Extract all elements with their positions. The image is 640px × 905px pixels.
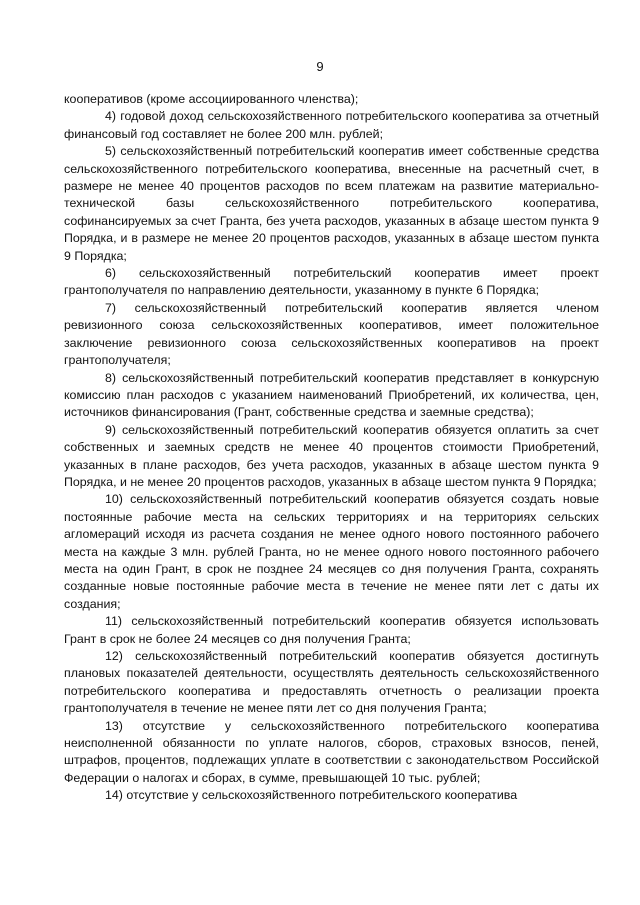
paragraph-item-7: 7) сельскохозяйственный потребительский кооператив является членом ревизионного союза сельскохозяйственных кооперативов, имеет положительное заключение ревизионного союза сельскохозяйственных кооперативов на проект грантополучателя;	[64, 300, 599, 368]
paragraph-item-9: 9) сельскохозяйственный потребительский кооператив обязуется оплатить за счет собственных и заемных средств не менее 40 процентов стоимости Приобретений, указанных в плане расходов, без учета расходов, указанных в абзаце шестом пункта 9 Порядка, и не менее 20 процентов расходов, указанных в абзаце шестом пункта 9 Порядка;	[64, 422, 599, 489]
paragraph-item-5: 5) сельскохозяйственный потребительский кооператив имеет собственные средства сельскохозяйственного потребительского кооператива, внесенные на расчетный счет, в размере не менее 40 процентов расходов по всем платежам на развитие материально-технической базы сельскохозяйственного потребительского кооператива, софинансируемых за счет Гранта, без учета расходов, указанных в абзаце шестом пункта 9 Порядка, и в размере не менее 20 процентов расходов, указанных в абзаце шестом пункта 9 Порядка;	[64, 144, 599, 263]
paragraph-item-8: 8) сельскохозяйственный потребительский кооператив представляет в конкурсную комиссию план расходов с указанием наименований Приобретений, их количества, цен, источников финансирования (Грант, собственные средства и заемные средства);	[64, 370, 599, 420]
paragraph-item-6: 6) сельскохозяйственный потребительский кооператив имеет проект грантополучателя по направлению деятельности, указанному в пункте 6 Порядка;	[64, 266, 599, 298]
document-body	[64, 91, 599, 805]
paragraph-item-14: 14) отсутствие у сельскохозяйственного потребительского кооператива	[105, 788, 518, 803]
paragraph-item-13: 13) отсутствие у сельскохозяйственного потребительского кооператива неисполненной обязанности по уплате налогов, сборов, страховых взносов, пеней, штрафов, процентов, подлежащих уплате в соответствии с законодательством Российской Федерации о налогах и сборах, в сумме, превышающей 10 тыс. рублей;	[64, 718, 599, 785]
page-number: 9	[316, 59, 324, 74]
paragraph-item-12: 12) сельскохозяйственный потребительский кооператив обязуется достигнуть плановых показателей деятельности, осуществлять деятельность сельскохозяйственного потребительского кооператива и предоставлять отчетность о реализации проекта грантополучателя в течение не менее пяти лет со дня получения Гранта;	[64, 649, 599, 716]
paragraph-item-10: 10) сельскохозяйственный потребительский кооператив обязуется создать новые постоянные рабочие места на сельских территориях и на территориях сельских агломераций исходя из расчета создания не менее одного нового постоянного рабочего места на каждые 3 млн. рублей Гранта, но не менее одного нового постоянного рабочего места на один Грант, в срок не позднее 24 месяцев со дня получения Гранта, сохранять созданные новые постоянные рабочие места в течение не менее пяти лет с даты их создания;	[64, 492, 599, 611]
paragraph-item-11: 11) сельскохозяйственный потребительский кооператив обязуется использовать Грант в срок не более 24 месяцев со дня получения Гранта;	[64, 614, 599, 646]
paragraph-continuation: кооперативов (кроме ассоциированного членства);	[64, 92, 359, 106]
paragraph-item-4: 4) годовой доход сельскохозяйственного потребительского кооператива за отчетный финансовый год составляет не более 200 млн. рублей;	[64, 109, 599, 141]
